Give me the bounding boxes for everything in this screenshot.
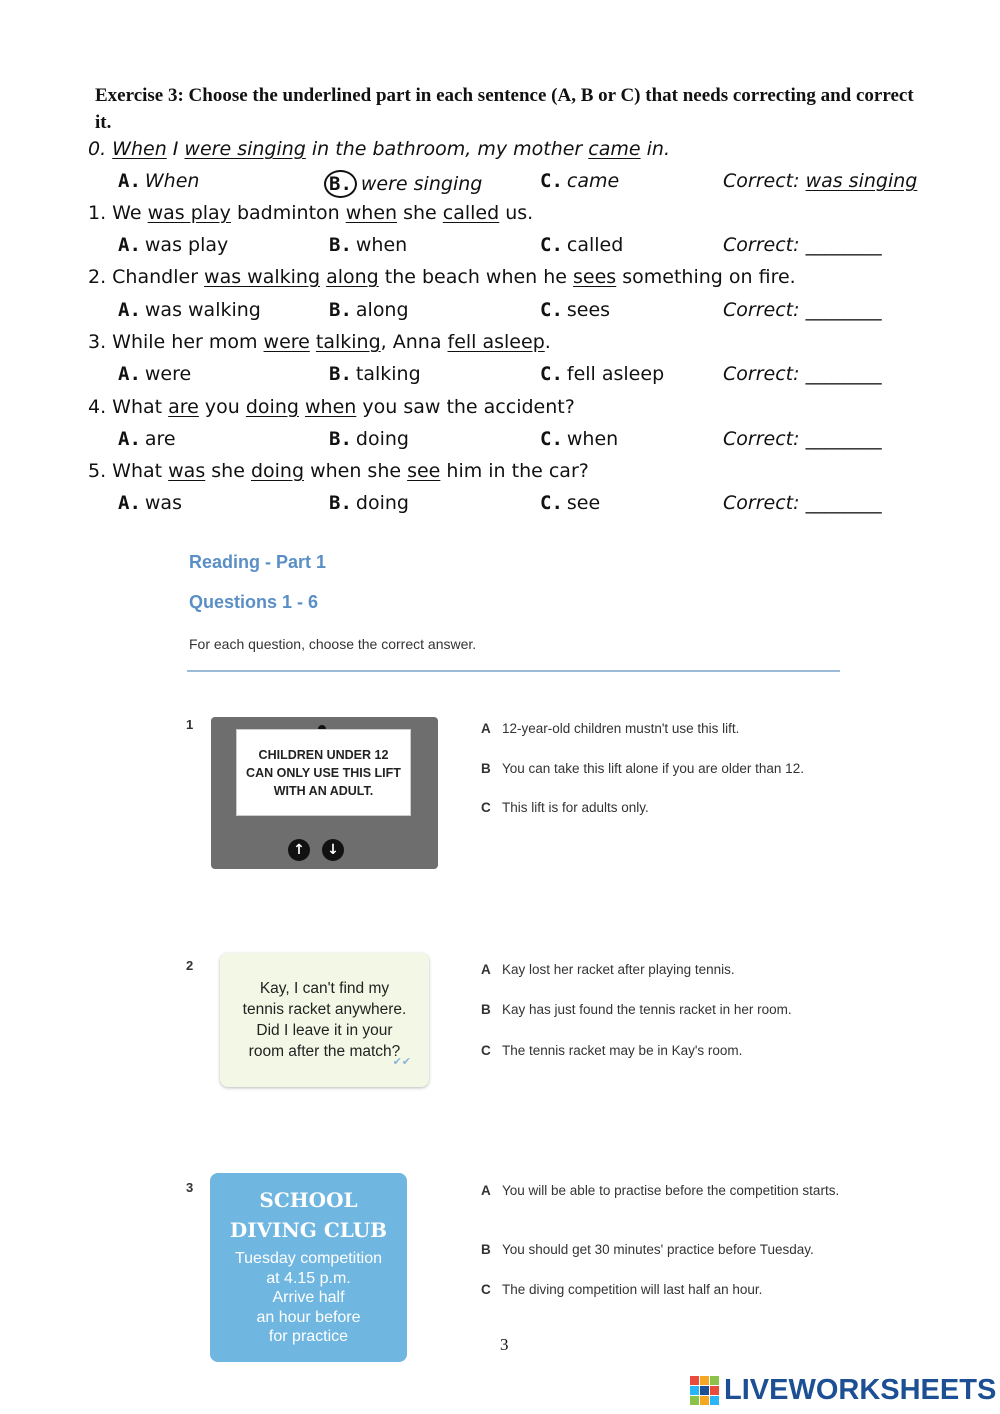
option-b[interactable]: B. doing — [329, 492, 409, 514]
circled-answer: B. — [324, 170, 357, 198]
lift-sign-text: CHILDREN UNDER 12 CAN ONLY USE THIS LIFT WITH AN ADULT. — [236, 729, 411, 816]
poster-title: SCHOOL DIVING CLUB — [229, 1188, 388, 1242]
answer-option[interactable]: A Kay lost her racket after playing tennis. — [481, 962, 735, 977]
reading-subtitle: Questions 1 - 6 — [189, 592, 319, 612]
options-row — [118, 492, 938, 520]
option-c[interactable]: C. sees — [540, 299, 611, 321]
question-sentence: 2. Chandler was walking along the beach when he sees something on fire. — [88, 266, 796, 288]
option-b[interactable]: B. talking — [329, 363, 421, 385]
answer-option[interactable]: C The tennis racket may be in Kay's room. — [481, 1043, 743, 1058]
logo-grid-icon — [690, 1376, 719, 1405]
poster-text: Tuesday competition at 4.15 p.m. Arrive half an hour before for practice — [234, 1250, 383, 1345]
option-a[interactable]: A. was — [118, 492, 182, 514]
option-c[interactable]: C. fell asleep — [540, 363, 665, 385]
answer-option[interactable]: A You will be able to practise before the competition starts. — [481, 1183, 840, 1198]
exercise-title: Exercise 3: Choose the underlined part in each sentence (A, B or C) that needs correcting and correct it. — [95, 85, 914, 133]
correct-answer-field[interactable]: Correct: ________ — [723, 492, 882, 514]
item-number: 3 — [186, 1180, 194, 1195]
options-row — [118, 170, 938, 198]
option-b[interactable]: B. when — [329, 234, 408, 256]
message-note — [220, 953, 429, 1087]
option-a[interactable]: A. was play — [118, 234, 229, 256]
option-a[interactable]: A. are — [118, 428, 176, 450]
answer-option[interactable]: B Kay has just found the tennis racket in her room. — [481, 1002, 792, 1017]
note-text: Kay, I can't find my tennis racket anywhere. Did I leave it in your room after the match? — [242, 980, 407, 1060]
answer-option[interactable]: C This lift is for adults only. — [481, 800, 649, 815]
arrow-up-icon: ↑ — [288, 839, 310, 861]
option-c[interactable]: C. when — [540, 428, 619, 450]
option-a[interactable]: A. was walking — [118, 299, 261, 321]
option-a: A. When — [118, 170, 200, 192]
reading-instruction: For each question, choose the correct answer. — [189, 636, 477, 652]
arrow-down-icon: ↓ — [322, 839, 344, 861]
question-sentence: 4. What are you doing when you saw the accident? — [88, 396, 575, 418]
divider — [187, 670, 840, 672]
option-a[interactable]: A. were — [118, 363, 192, 385]
answer-option[interactable]: C The diving competition will last half an hour. — [481, 1282, 763, 1297]
option-b[interactable]: B. along — [329, 299, 409, 321]
option-c: C. came — [540, 170, 620, 192]
options-row — [118, 234, 938, 262]
correct-answer: Correct: was singing — [723, 170, 918, 192]
reading-title: Reading - Part 1 — [189, 552, 327, 572]
options-row — [118, 299, 938, 327]
item-number: 1 — [186, 717, 194, 732]
correct-answer-field[interactable]: Correct: ________ — [723, 428, 882, 450]
diving-club-poster — [210, 1173, 407, 1362]
answer-option[interactable]: A 12-year-old children mustn't use this lift. — [481, 721, 740, 736]
checkmark-icon: ✔✔ — [392, 1056, 411, 1068]
options-row — [118, 363, 938, 391]
option-c[interactable]: C. called — [540, 234, 624, 256]
page-number: 3 — [500, 1335, 509, 1354]
question-sentence: 3. While her mom were talking, Anna fell asleep. — [88, 331, 551, 353]
logo-text: LIVEWORKSHEETS — [724, 1373, 997, 1406]
correct-answer-field[interactable]: Correct: ________ — [723, 299, 882, 321]
options-row — [118, 428, 938, 456]
option-c[interactable]: C. see — [540, 492, 601, 514]
question-sentence: 0. When I were singing in the bathroom, my mother came in. — [88, 138, 670, 160]
item-number: 2 — [186, 958, 194, 973]
answer-option[interactable]: B You should get 30 minutes' practice before Tuesday. — [481, 1242, 814, 1257]
correct-answer-field[interactable]: Correct: ________ — [723, 234, 882, 256]
lift-sign-image — [211, 717, 438, 869]
question-sentence: 1. We was play badminton when she called us. — [88, 202, 534, 224]
answer-option[interactable]: B You can take this lift alone if you are older than 12. — [481, 761, 804, 776]
option-b: B. were singing — [329, 170, 482, 198]
liveworksheets-logo — [690, 1372, 996, 1408]
option-b[interactable]: B. doing — [329, 428, 409, 450]
correct-answer-field[interactable]: Correct: ________ — [723, 363, 882, 385]
question-sentence: 5. What was she doing when she see him in the car? — [88, 460, 589, 482]
